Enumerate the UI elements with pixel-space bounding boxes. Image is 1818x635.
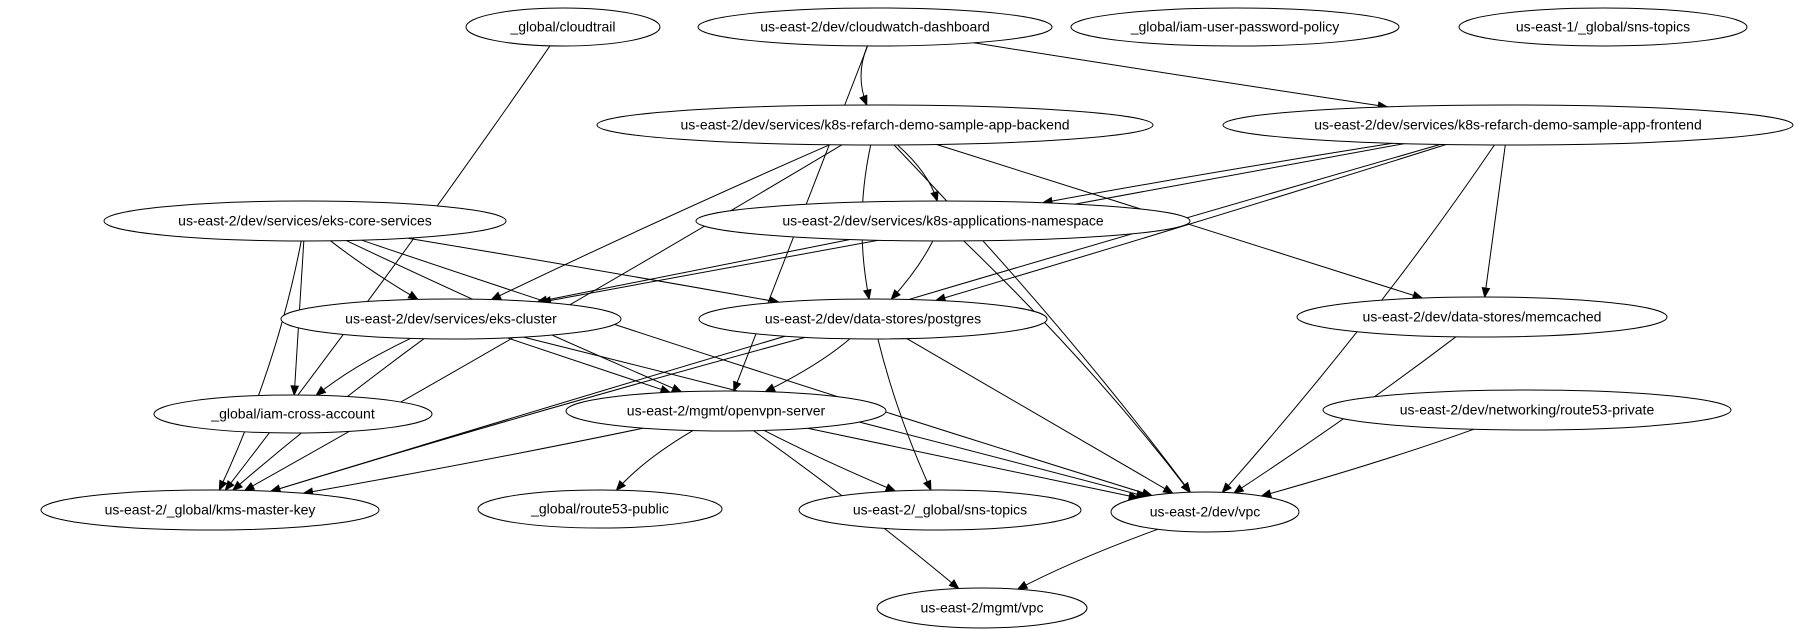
graph-node[interactable] xyxy=(877,588,1087,628)
edge-arrowhead xyxy=(672,385,682,392)
edge-arrowhead xyxy=(1182,483,1190,492)
graph-node[interactable] xyxy=(478,490,722,528)
graph-edge xyxy=(362,240,1152,495)
edge-arrowhead xyxy=(291,386,298,395)
graph-node[interactable] xyxy=(1323,390,1731,430)
edge-arrowhead xyxy=(860,95,867,105)
node-label: us-east-2/dev/services/eks-cluster xyxy=(345,310,557,327)
graph-node[interactable] xyxy=(566,391,886,431)
graph-node[interactable] xyxy=(597,105,1153,145)
edge-arrowhead xyxy=(408,292,418,300)
edge-arrowhead xyxy=(1482,288,1489,297)
edge-arrowhead xyxy=(1018,582,1028,589)
graph-node[interactable] xyxy=(1223,105,1793,145)
node-label: us-east-2/dev/vpc xyxy=(1149,503,1261,520)
edge-arrowhead xyxy=(864,290,871,300)
node-label: _global/route53-public xyxy=(531,500,669,517)
node-label: us-east-1/_global/sns-topics xyxy=(1515,18,1691,35)
edge-arrowhead xyxy=(924,480,931,490)
edge-arrowhead xyxy=(765,384,775,391)
graph-edge xyxy=(316,338,410,395)
graph-node[interactable] xyxy=(466,8,660,46)
node-label: _global/iam-user-password-policy xyxy=(1130,18,1340,35)
node-label: us-east-2/dev/data-stores/postgres xyxy=(764,310,982,327)
graph-edge xyxy=(1485,145,1506,297)
graph-edge xyxy=(808,428,1139,498)
node-layer xyxy=(41,8,1793,628)
graph-node[interactable] xyxy=(799,490,1081,530)
edge-arrowhead xyxy=(225,481,233,490)
edge-arrowhead xyxy=(734,381,741,391)
graph-edge xyxy=(765,339,850,392)
node-label: _global/iam-cross-account xyxy=(211,405,375,422)
node-label: us-east-2/dev/services/k8s-refarch-demo-sample-app-frontend xyxy=(1314,116,1702,133)
edge-arrowhead xyxy=(316,387,325,396)
graph-node[interactable] xyxy=(696,201,1190,241)
graph-edge xyxy=(964,241,1190,492)
graph-edge xyxy=(304,428,644,493)
graph-node[interactable] xyxy=(281,299,621,339)
node-label: us-east-2/_global/kms-master-key xyxy=(104,501,316,518)
graph-edge xyxy=(507,338,670,392)
graph-node[interactable] xyxy=(1111,492,1299,532)
graph-node[interactable] xyxy=(41,490,379,530)
edge-arrowhead xyxy=(886,484,896,491)
node-label: us-east-2/dev/services/eks-core-services xyxy=(178,212,432,229)
graph-node[interactable] xyxy=(104,201,506,241)
graph-node[interactable] xyxy=(1071,8,1399,46)
node-label: us-east-2/mgmt/vpc xyxy=(920,599,1044,616)
graph-node[interactable] xyxy=(699,299,1047,339)
edge-arrowhead xyxy=(492,292,502,299)
graph-node[interactable] xyxy=(1459,8,1747,46)
graph-edge xyxy=(1018,529,1158,589)
node-label: us-east-2/dev/services/k8s-refarch-demo-sample-app-backend xyxy=(680,116,1070,133)
graph-edge xyxy=(331,241,418,300)
edge-arrowhead xyxy=(1234,485,1244,493)
node-label: us-east-2/dev/networking/route53-private xyxy=(1399,401,1655,418)
graph-edge xyxy=(974,43,1388,107)
graph-edge xyxy=(897,145,937,201)
graph-node[interactable] xyxy=(154,395,432,433)
graph-edge xyxy=(907,339,1173,494)
graph-edge xyxy=(538,240,851,302)
graph-edge xyxy=(764,430,895,491)
graph-node[interactable] xyxy=(698,8,1052,46)
edge-arrowhead xyxy=(245,483,255,491)
graph-edge xyxy=(617,431,693,491)
node-label: us-east-2/_global/sns-topics xyxy=(852,501,1028,518)
node-label: us-east-2/mgmt/openvpn-server xyxy=(626,402,826,419)
node-label: _global/cloudtrail xyxy=(510,18,616,35)
graph-edge xyxy=(878,339,931,490)
node-label: us-east-2/dev/services/k8s-applications-namespace xyxy=(782,212,1104,229)
node-label: us-east-2/dev/data-stores/memcached xyxy=(1362,308,1602,325)
graph-edge xyxy=(1262,429,1474,496)
edge-arrowhead xyxy=(949,580,958,589)
edge-arrowhead xyxy=(1163,486,1173,494)
graph-node[interactable] xyxy=(1297,297,1667,337)
graph-edge xyxy=(219,241,301,490)
graph-edge xyxy=(891,241,933,299)
node-label: us-east-2/dev/cloudwatch-dashboard xyxy=(760,18,990,35)
edge-arrowhead xyxy=(931,191,938,201)
